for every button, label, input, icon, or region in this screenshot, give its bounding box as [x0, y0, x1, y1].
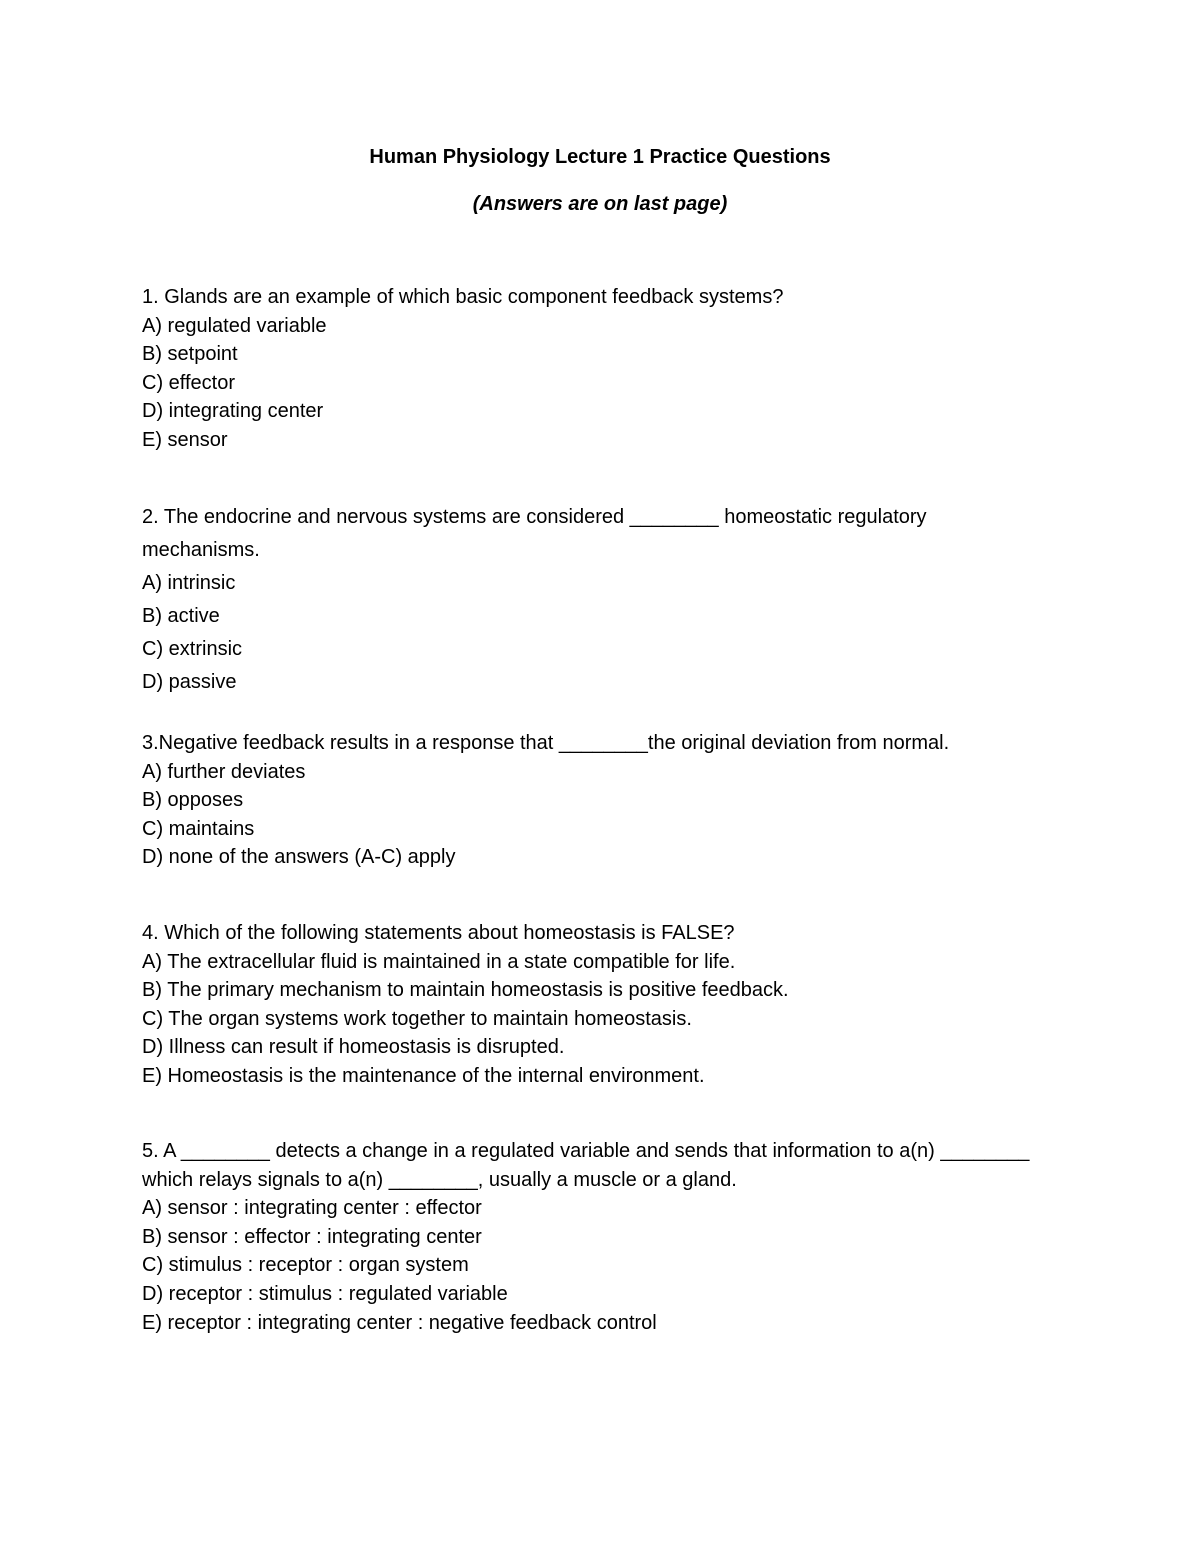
answer-option: D) Illness can result if homeostasis is disrupted.: [142, 1036, 565, 1059]
answer-option: A) further deviates: [142, 760, 306, 783]
answer-option: C) effector: [142, 371, 235, 394]
question-4: [142, 919, 1042, 1091]
question-stem: 5. A ________ detects a change in a regulated variable and sends that information to a(n) ________ which relays signals to a(n) ________, usually a muscle or a gland.: [142, 1140, 1035, 1191]
answer-option: A) intrinsic: [142, 572, 236, 594]
answer-option: A) sensor : integrating center : effector: [142, 1197, 482, 1220]
question-stem: 1. Glands are an example of which basic component feedback systems?: [142, 286, 784, 308]
answer-option: C) The organ systems work together to maintain homeostasis.: [142, 1007, 692, 1030]
answer-option: A) regulated variable: [142, 314, 327, 337]
answer-option: B) opposes: [142, 789, 244, 812]
page-subtitle: (Answers are on last page): [472, 193, 728, 215]
question-1: [142, 283, 1042, 455]
answer-option: E) Homeostasis is the maintenance of the internal environment.: [142, 1064, 705, 1087]
answer-option: D) integrating center: [142, 400, 324, 423]
answer-option: B) The primary mechanism to maintain homeostasis is positive feedback.: [142, 979, 789, 1002]
question-2: [142, 501, 1042, 699]
answer-option: D) none of the answers (A-C) apply: [142, 846, 456, 869]
answer-option: C) extrinsic: [142, 638, 243, 660]
answer-option: D) receptor : stimulus : regulated variable: [142, 1282, 508, 1305]
question-stem: 3.Negative feedback results in a response that ________the original deviation from normal.: [142, 732, 950, 754]
answer-option: A) The extracellular fluid is maintained in a state compatible for life.: [142, 950, 736, 973]
question-3: [142, 729, 1042, 872]
answer-option: B) sensor : effector : integrating center: [142, 1225, 482, 1248]
answer-option: C) maintains: [142, 817, 255, 840]
answer-option: E) sensor: [142, 428, 228, 451]
question-stem: 4. Which of the following statements about homeostasis is FALSE?: [142, 922, 735, 944]
answer-option: E) receptor : integrating center : negative feedback control: [142, 1311, 657, 1334]
answer-option: C) stimulus : receptor : organ system: [142, 1254, 469, 1277]
question-5: [142, 1137, 1042, 1337]
answer-option: B) setpoint: [142, 343, 238, 366]
question-stem: 2. The endocrine and nervous systems are considered ________ homeostatic regulatory mechanisms.: [142, 506, 933, 561]
answer-option: D) passive: [142, 671, 237, 693]
page-title: Human Physiology Lecture 1 Practice Questions: [369, 146, 831, 168]
answer-option: B) active: [142, 605, 220, 627]
